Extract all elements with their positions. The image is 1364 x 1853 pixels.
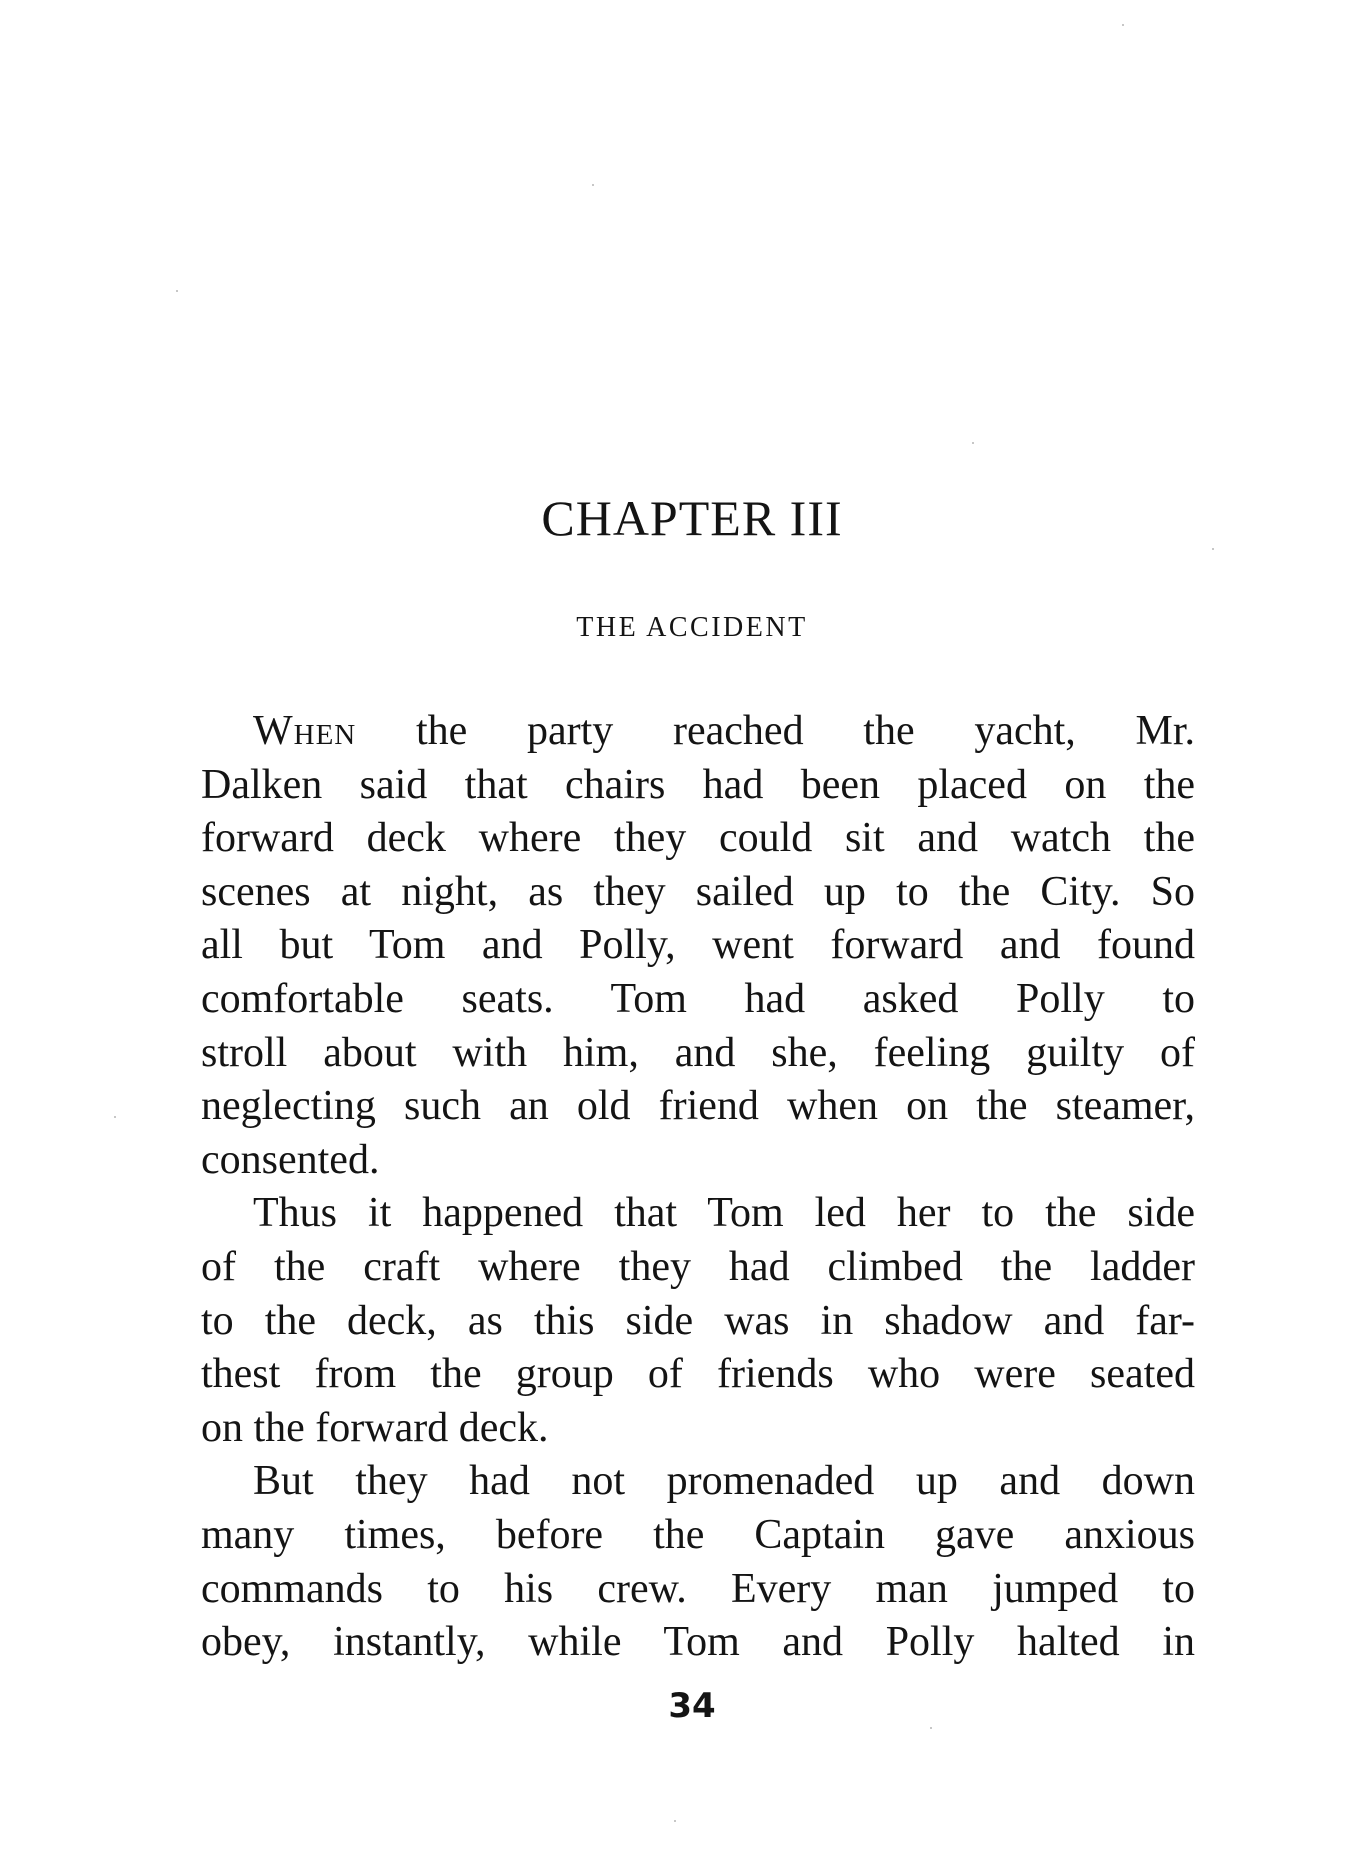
text-line: But they had not promenaded up and down <box>253 1458 1195 1505</box>
text-line: many times, before the Captain gave anxious <box>201 1511 1195 1558</box>
text-line: of the craft where they had climbed the ladder <box>201 1243 1195 1290</box>
drop-word: When <box>253 708 357 754</box>
text-line: stroll about with him, and she, feeling guilty of <box>201 1029 1195 1076</box>
scan-speck <box>1122 24 1124 26</box>
scan-speck <box>114 1116 116 1118</box>
chapter-title: CHAPTER III <box>541 490 843 546</box>
body-text <box>201 705 1195 1670</box>
scan-speck <box>972 442 974 444</box>
text-line: Thus it happened that Tom led her to the side <box>253 1190 1195 1237</box>
page-number: 34 <box>668 1686 716 1726</box>
text-line: on the forward deck. <box>201 1404 549 1451</box>
chapter-subtitle: THE ACCIDENT <box>576 612 808 643</box>
text-line: neglecting such an old friend when on the steamer, <box>201 1083 1195 1130</box>
scan-speck <box>592 184 594 186</box>
line-rest: the party reached the yacht, Mr. <box>356 708 1195 754</box>
text-line: to the deck, as this side was in shadow and far- <box>201 1297 1195 1344</box>
text-line: scenes at night, as they sailed up to the City. So <box>201 868 1195 915</box>
text-line: thest from the group of friends who were seated <box>201 1351 1195 1398</box>
scan-speck <box>1212 548 1214 550</box>
text-line: comfortable seats. Tom had asked Polly to <box>201 975 1195 1022</box>
text-line: obey, instantly, while Tom and Polly halted in <box>201 1619 1195 1666</box>
text-line: consented. <box>201 1136 380 1183</box>
paragraph <box>201 1187 1195 1455</box>
text-line: commands to his crew. Every man jumped to <box>201 1565 1195 1612</box>
text-line: forward deck where they could sit and watch the <box>201 815 1195 862</box>
paragraph <box>201 705 1195 1187</box>
text-line <box>201 705 1195 759</box>
text-line: Dalken said that chairs had been placed on the <box>201 761 1195 808</box>
scan-speck <box>176 290 178 292</box>
paragraph <box>201 1455 1195 1669</box>
scan-speck <box>674 1820 676 1822</box>
scan-speck <box>930 1727 932 1729</box>
text-line: all but Tom and Polly, went forward and found <box>201 922 1195 969</box>
